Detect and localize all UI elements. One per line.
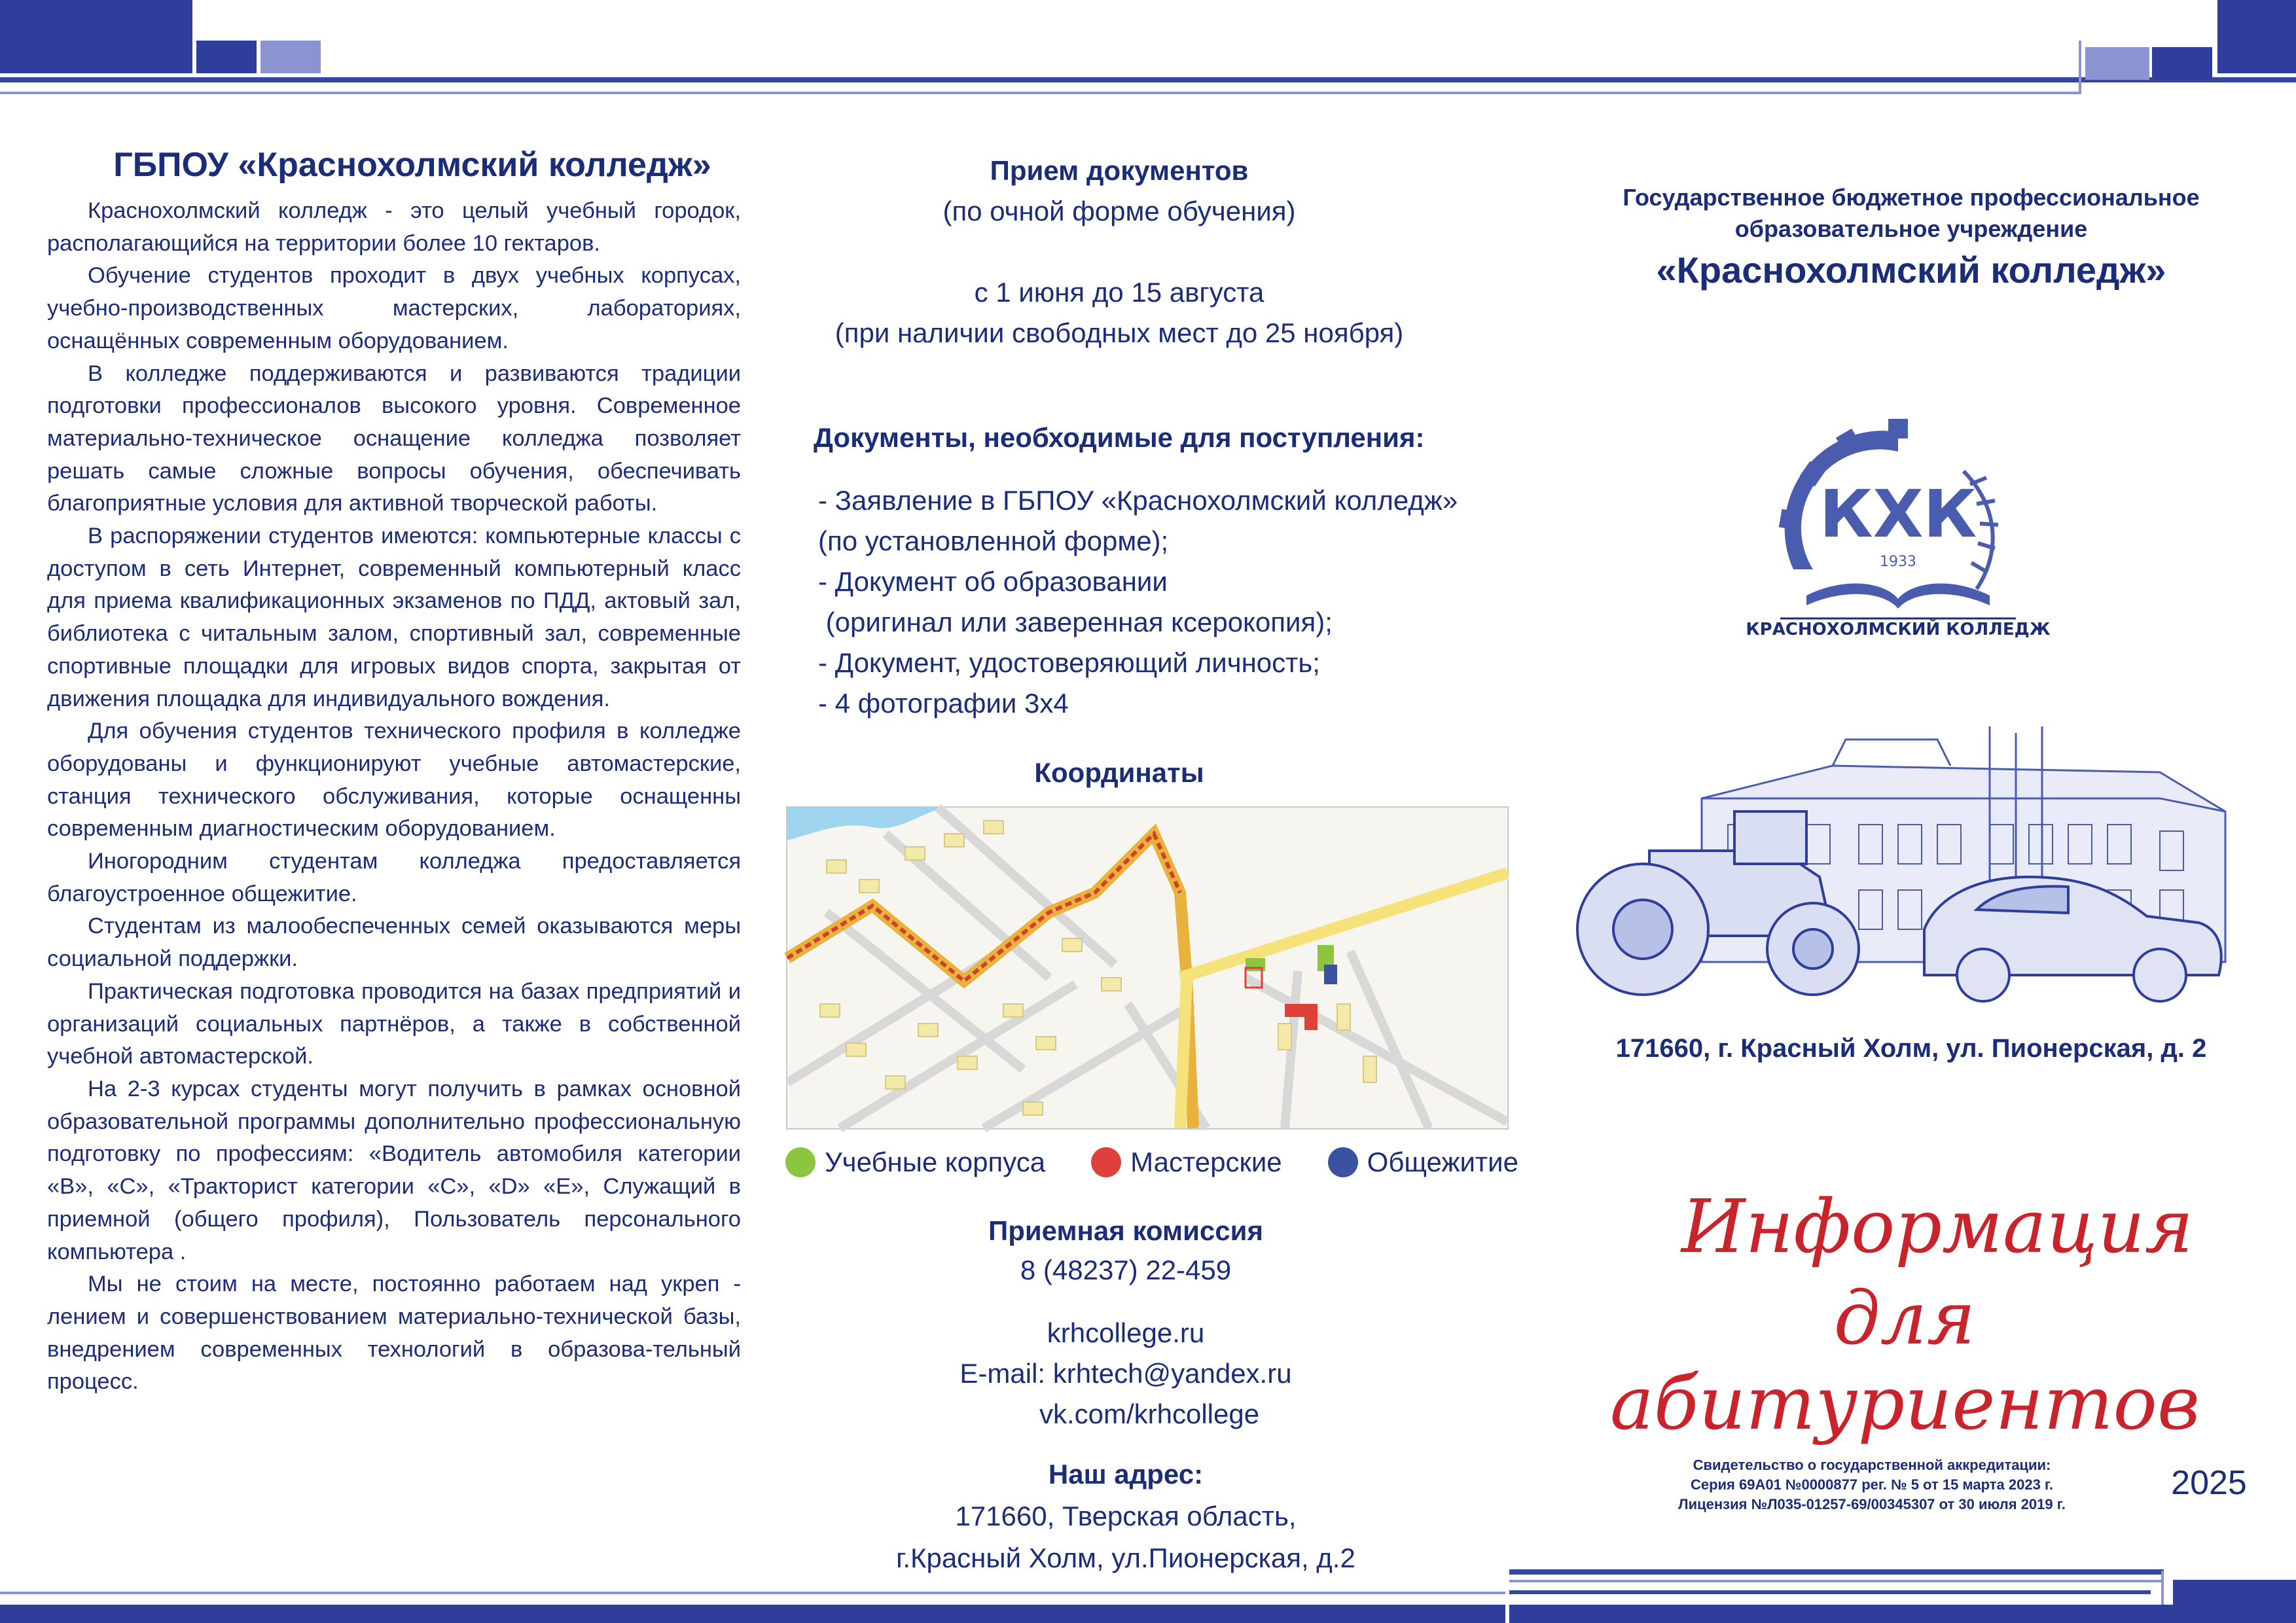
address-line1: 171660, Тверская область,: [955, 1501, 1297, 1531]
paragraph: Для обучения студентов технического профиля в колледже оборудованы и функционируют учебные автомастерские, станция технического обслуживания, которые оснащенны современным диагностическим оборудованием.: [47, 719, 741, 842]
top-square-3: [2085, 47, 2149, 80]
docs-item: - 4 фотографии 3х4: [818, 688, 1069, 719]
right-address: 171660, г. Красный Холм, ул. Пионерская, д. 2: [1615, 1034, 2207, 1063]
docs-item: (по установленной форме);: [818, 526, 1169, 556]
intake-title: Прием документов: [990, 155, 1249, 186]
coords-title: Координаты: [1034, 757, 1204, 788]
map-graphic: [787, 808, 1507, 1128]
legend-dot-blue: [1328, 1147, 1358, 1177]
bottom-right-corner-block: [2173, 1580, 2296, 1623]
vk-link[interactable]: vk.com/krhcollege: [1039, 1399, 1260, 1429]
legend-item-academic: Учебные корпуса: [785, 1147, 1045, 1178]
top-rule-right-vert: [2079, 41, 2081, 94]
college-logo: [1746, 419, 2051, 641]
intake-dates: с 1 июня до 15 августа: [974, 277, 1265, 308]
bottom-rule-right-2: [1509, 1580, 2164, 1582]
legend-dot-green: [785, 1147, 816, 1177]
address-line2: г.Красный Холм, ул.Пионерская, д.2: [896, 1543, 1355, 1573]
paragraph: Краснохолмский колледж - это целый учебный городок, располагающийся на территории более 10 гектаров.: [47, 198, 741, 256]
docs-item: (оригинал или заверенная ксерокопия);: [818, 607, 1333, 637]
location-map[interactable]: [786, 806, 1509, 1130]
logo-caption: КРАСНОХОЛМСКИЙ КОЛЛЕДЖ: [1746, 620, 2051, 639]
commission-title: Приемная комиссия: [988, 1215, 1263, 1246]
intake-note: (при наличии свободных мест до 25 ноября): [834, 317, 1404, 348]
email-link[interactable]: E-mail: krhtech@yandex.ru: [960, 1358, 1292, 1389]
bottom-rule-left: [0, 1592, 1505, 1594]
college-title: ГБПОУ «Краснохолмский колледж»: [113, 146, 711, 184]
legend-item-dormitory: Общежитие: [1328, 1147, 1518, 1178]
docs-item: - Заявление в ГБПОУ «Краснохолмский колледж»: [818, 485, 1458, 516]
intake-form: (по очной форме обучения): [942, 196, 1296, 226]
site-link[interactable]: krhcollege.ru: [1047, 1317, 1205, 1348]
docs-item: - Документ, удостоверяющий личность;: [818, 647, 1320, 678]
address-title: Наш адрес:: [1048, 1459, 1204, 1489]
logo-year: 1933: [1880, 554, 1916, 570]
docs-list: [818, 480, 1473, 724]
top-square-4: [2152, 47, 2212, 80]
map-marker-dormitory: [1324, 965, 1337, 984]
accreditation: Свидетельство о государственной аккредитации: Серия 69А01 №0000877 рег. № 5 от 15 марта 2023 г. Лицензия №Л035-01257-69/00345307 от 30 июля 2019 г.: [1678, 1457, 2066, 1512]
top-square-1: [196, 41, 257, 73]
paragraph: Студентам из малообеспеченных семей оказываются меры социальной поддержки.: [47, 914, 741, 972]
bottom-rule-right-1: [1509, 1569, 2164, 1575]
org-type: Государственное бюджетное профессиональное образовательное учреждение: [1623, 184, 2200, 242]
script-title-line1: Информация: [1681, 1185, 2194, 1270]
paragraph: Мы не стоим на месте, постоянно работаем над укреп - лением и совершенствованием материально-технической базы, внедрением современных технологий в образова-тельный процесс.: [47, 1272, 741, 1395]
docs-item: - Документ об образовании: [818, 566, 1168, 597]
org-name: «Краснохолмский колледж»: [1656, 249, 2166, 291]
building-sketch: [1571, 713, 2238, 1014]
docs-title: Документы, необходимые для поступления:: [814, 422, 1425, 453]
bottom-rule-right-3: [1509, 1590, 2151, 1594]
paragraph: Практическая подготовка проводится на базах предприятий и организаций социальных партнёров, а также в собственной учебной автомастерской.: [47, 978, 741, 1069]
paragraph: Обучение студентов проходит в двух учебных корпусах, учебно-производственных мастерских, лабораториях, оснащённых современным оборудованием.: [47, 263, 741, 353]
top-rule: [0, 77, 2296, 82]
paragraph: Иногородним студентам колледжа предоставляется благоустроенное общежитие.: [47, 849, 741, 906]
logo-graphic: [1746, 419, 2051, 641]
paragraph: На 2-3 курсах студенты могут получить в рамках основной образовательной программы дополнительно профессиональную подготовку по профессиям: «Водитель автомобиля категории «В», «С», «Тракторист категории «С», «D» «E», Служащий в приемной (общего профиля), Пользователь персонального компьютера .: [47, 1076, 741, 1264]
legend-dot-red: [1091, 1147, 1121, 1177]
commission-phone[interactable]: 8 (48237) 22-459: [1020, 1255, 1232, 1285]
map-legend: [785, 1147, 1518, 1178]
college-building-illustration: [1571, 713, 2238, 1014]
river-shape: [787, 808, 944, 840]
script-title-line2: для абитуриентов: [1610, 1276, 2200, 1446]
paragraph: В распоряжении студентов имеются: компьютерные классы с доступом в сеть Интернет, современный компьютерный класс для приема квалификационных экзаменов по ПДД, актовый зал, библиотека с читальным залом, спортивный зал, современные спортивные площадки для игровых видов спорта, закрытая от движения площадка для индивидуального вождения.: [47, 524, 741, 711]
paragraph: В колледже поддерживаются и развиваются традиции подготовки профессионалов высокого уровня. Современное материально-техническое оснащение колледжа позволяет решать самые сложные вопросы обучения, обеспечивать благоприятные условия для активной творческой работы.: [47, 361, 741, 516]
year: 2025: [2171, 1464, 2247, 1502]
corner-block-top-left: [0, 0, 192, 73]
top-rule-thin: [0, 92, 2081, 94]
top-square-2: [260, 41, 321, 73]
bottom-band-left: [0, 1605, 1505, 1623]
college-description: [47, 195, 741, 1399]
corner-block-top-right: [2217, 0, 2296, 73]
legend-item-workshops: Мастерские: [1091, 1147, 1282, 1178]
logo-letters: КХК: [1819, 476, 1977, 552]
